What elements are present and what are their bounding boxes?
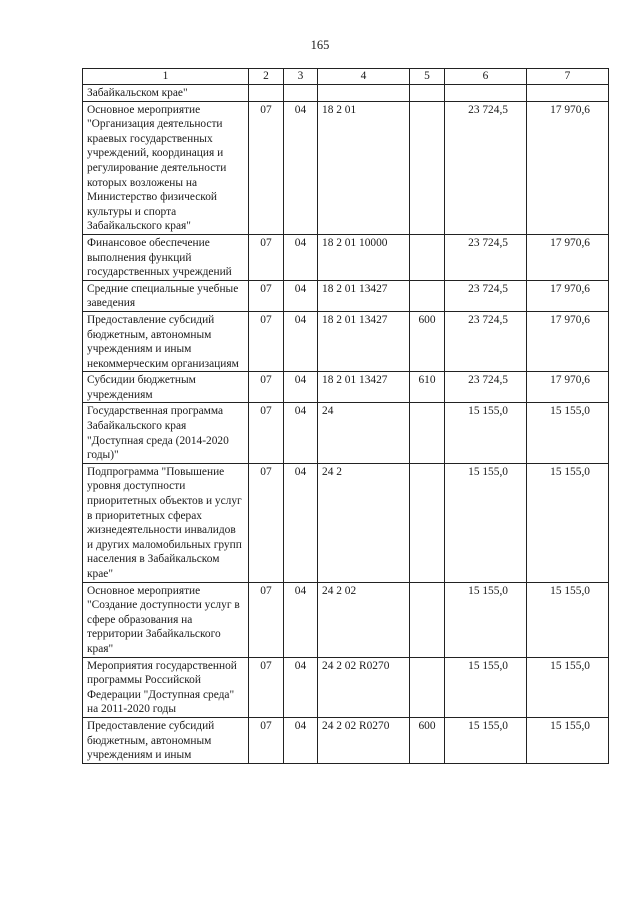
budget-table: [82, 68, 609, 764]
amount-col6-cell: 23 724,5: [445, 311, 527, 371]
row-name-cell: Подпрограмма "Повышение уровня доступности приоритетных объектов и услуг в приоритетных сферах жизнедеятельности инвалидов и других маломобильных групп населения в Забайкальском крае": [83, 463, 249, 582]
col-header-1: 1: [83, 69, 249, 85]
col-header-5: 5: [410, 69, 445, 85]
table-row: [83, 234, 609, 280]
amount-col6-cell: 15 155,0: [445, 717, 527, 763]
subsection-code-cell: 04: [284, 463, 318, 582]
section-code-cell: 07: [249, 657, 284, 717]
section-code-cell: [249, 85, 284, 102]
amount-col7-cell: 15 155,0: [527, 403, 609, 463]
target-article-cell: 24 2 02: [318, 582, 410, 657]
amount-col7-cell: 15 155,0: [527, 582, 609, 657]
target-article-cell: 18 2 01 13427: [318, 372, 410, 403]
amount-col6-cell: 15 155,0: [445, 657, 527, 717]
amount-col6-cell: [445, 85, 527, 102]
amount-col6-cell: 15 155,0: [445, 463, 527, 582]
table-row: [83, 85, 609, 102]
subsection-code-cell: [284, 85, 318, 102]
table-row: [83, 582, 609, 657]
row-name-cell: Предоставление субсидий бюджетным, автономным учреждениям и иным: [83, 717, 249, 763]
amount-col6-cell: 23 724,5: [445, 280, 527, 311]
target-article-cell: 24 2: [318, 463, 410, 582]
table-row: [83, 372, 609, 403]
expense-type-cell: [410, 101, 445, 234]
expense-type-cell: [410, 657, 445, 717]
subsection-code-cell: 04: [284, 717, 318, 763]
amount-col7-cell: 15 155,0: [527, 717, 609, 763]
col-header-7: 7: [527, 69, 609, 85]
section-code-cell: 07: [249, 101, 284, 234]
header-row: [83, 69, 609, 85]
table-row: [83, 311, 609, 371]
amount-col7-cell: [527, 85, 609, 102]
section-code-cell: 07: [249, 234, 284, 280]
row-name-cell: Мероприятия государственной программы Российской Федерации "Доступная среда" на 2011-2020 годы: [83, 657, 249, 717]
table-row: [83, 463, 609, 582]
amount-col6-cell: 23 724,5: [445, 101, 527, 234]
subsection-code-cell: 04: [284, 582, 318, 657]
row-name-cell: Субсидии бюджетным учреждениям: [83, 372, 249, 403]
section-code-cell: 07: [249, 403, 284, 463]
expense-type-cell: 610: [410, 372, 445, 403]
section-code-cell: 07: [249, 311, 284, 371]
section-code-cell: 07: [249, 372, 284, 403]
amount-col7-cell: 17 970,6: [527, 280, 609, 311]
table-row: [83, 280, 609, 311]
expense-type-cell: [410, 582, 445, 657]
subsection-code-cell: 04: [284, 234, 318, 280]
amount-col6-cell: 15 155,0: [445, 582, 527, 657]
amount-col7-cell: 17 970,6: [527, 311, 609, 371]
target-article-cell: 18 2 01: [318, 101, 410, 234]
expense-type-cell: [410, 463, 445, 582]
expense-type-cell: [410, 280, 445, 311]
subsection-code-cell: 04: [284, 372, 318, 403]
section-code-cell: 07: [249, 717, 284, 763]
amount-col7-cell: 15 155,0: [527, 463, 609, 582]
expense-type-cell: [410, 85, 445, 102]
page-number: 165: [310, 38, 330, 52]
row-name-cell: Забайкальском крае": [83, 85, 249, 102]
expense-type-cell: [410, 403, 445, 463]
row-name-cell: Основное мероприятие "Организация деятельности краевых государственных учреждений, координация и регулирование деятельности которых возложены на Министерство физической культуры и спорта Забайкальского края": [83, 101, 249, 234]
col-header-2: 2: [249, 69, 284, 85]
subsection-code-cell: 04: [284, 101, 318, 234]
subsection-code-cell: 04: [284, 657, 318, 717]
target-article-cell: 24 2 02 R0270: [318, 717, 410, 763]
section-code-cell: 07: [249, 463, 284, 582]
table-row: [83, 101, 609, 234]
subsection-code-cell: 04: [284, 311, 318, 371]
table-row: [83, 717, 609, 763]
subsection-code-cell: 04: [284, 403, 318, 463]
col-header-3: 3: [284, 69, 318, 85]
amount-col7-cell: 17 970,6: [527, 372, 609, 403]
row-name-cell: Предоставление субсидий бюджетным, автономным учреждениям и иным некоммерческим организациям: [83, 311, 249, 371]
target-article-cell: 18 2 01 13427: [318, 311, 410, 371]
amount-col6-cell: 15 155,0: [445, 403, 527, 463]
amount-col6-cell: 23 724,5: [445, 372, 527, 403]
expense-type-cell: 600: [410, 717, 445, 763]
subsection-code-cell: 04: [284, 280, 318, 311]
target-article-cell: 24 2 02 R0270: [318, 657, 410, 717]
col-header-4: 4: [318, 69, 410, 85]
amount-col7-cell: 15 155,0: [527, 657, 609, 717]
section-code-cell: 07: [249, 280, 284, 311]
target-article-cell: 18 2 01 10000: [318, 234, 410, 280]
expense-type-cell: [410, 234, 445, 280]
col-header-6: 6: [445, 69, 527, 85]
row-name-cell: Основное мероприятие "Создание доступности услуг в сфере образования на территории Забайкальского края": [83, 582, 249, 657]
amount-col7-cell: 17 970,6: [527, 234, 609, 280]
row-name-cell: Средние специальные учебные заведения: [83, 280, 249, 311]
target-article-cell: 18 2 01 13427: [318, 280, 410, 311]
target-article-cell: [318, 85, 410, 102]
section-code-cell: 07: [249, 582, 284, 657]
table-row: [83, 403, 609, 463]
expense-type-cell: 600: [410, 311, 445, 371]
table-row: [83, 657, 609, 717]
table-body: [83, 85, 609, 764]
target-article-cell: 24: [318, 403, 410, 463]
row-name-cell: Финансовое обеспечение выполнения функций государственных учреждений: [83, 234, 249, 280]
row-name-cell: Государственная программа Забайкальского края "Доступная среда (2014-2020 годы)": [83, 403, 249, 463]
amount-col6-cell: 23 724,5: [445, 234, 527, 280]
amount-col7-cell: 17 970,6: [527, 101, 609, 234]
